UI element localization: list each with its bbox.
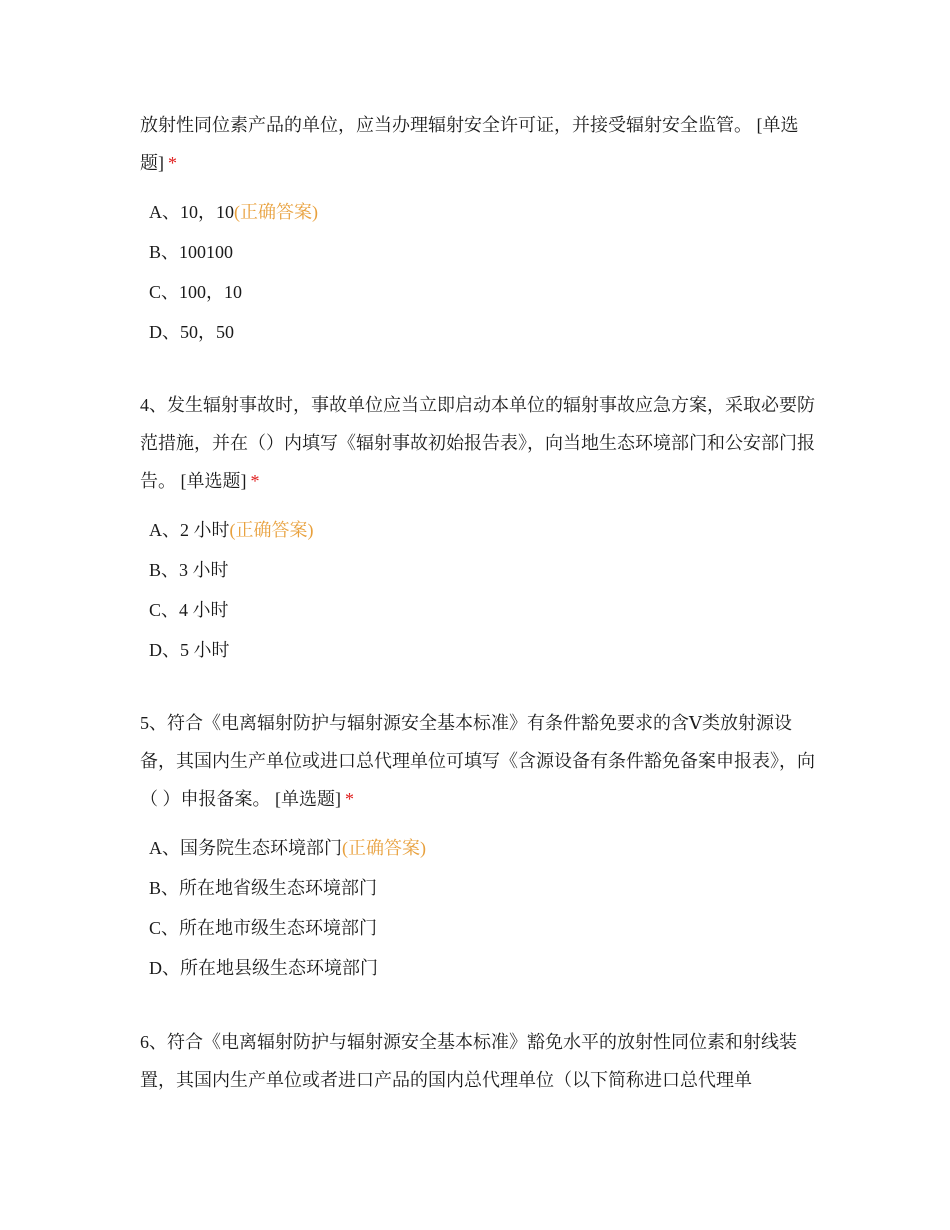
option-label: B、100100 (149, 242, 234, 262)
option-b[interactable] (140, 232, 816, 272)
option-label: C、4 小时 (149, 600, 229, 620)
option-d[interactable] (140, 312, 816, 352)
option-a[interactable] (140, 510, 816, 550)
correct-answer-tag: (正确答案) (229, 520, 314, 540)
question-text (140, 106, 816, 182)
option-label: B、所在地省级生态环境部门 (149, 878, 378, 898)
correct-answer-tag: (正确答案) (342, 838, 426, 858)
required-mark: * (168, 153, 177, 173)
question-text (140, 704, 816, 818)
option-b[interactable] (140, 550, 816, 590)
required-mark: * (345, 789, 354, 809)
option-a[interactable] (140, 192, 816, 232)
option-a[interactable] (140, 828, 816, 868)
option-list (140, 510, 816, 670)
option-label: B、3 小时 (149, 560, 229, 580)
question-body: 5、符合《电离辐射防护与辐射源安全基本标准》有条件豁免要求的含Ⅴ类放射源设备，其国内生产单位或进口总代理单位可填写《含源设备有条件豁免备案申报表》，向（ ）申报备案。 [单选题] (140, 713, 815, 809)
option-b[interactable] (140, 868, 816, 908)
question-text (140, 386, 816, 500)
option-c[interactable] (140, 908, 816, 948)
correct-answer-tag: (正确答案) (234, 202, 318, 222)
option-label: A、10，10 (149, 202, 234, 222)
question-block (140, 386, 816, 670)
option-label: D、5 小时 (149, 640, 230, 660)
option-c[interactable] (140, 272, 816, 312)
option-list (140, 192, 816, 352)
question-body: 4、发生辐射事故时，事故单位应当立即启动本单位的辐射事故应急方案，采取必要防范措施，并在（）内填写《辐射事故初始报告表》，向当地生态环境部门和公安部门报告。 [单选题] (140, 395, 815, 491)
question-block (140, 106, 816, 352)
required-mark: * (250, 471, 260, 491)
question-text (140, 1023, 816, 1099)
question-block (140, 704, 816, 988)
option-label: A、2 小时 (149, 520, 230, 540)
option-label: C、所在地市级生态环境部门 (149, 918, 378, 938)
option-label: D、所在地县级生态环境部门 (149, 958, 378, 978)
option-c[interactable] (140, 590, 816, 630)
question-body: 6、符合《电离辐射防护与辐射源安全基本标准》豁免水平的放射性同位素和射线装置，其国内生产单位或者进口产品的国内总代理单位（以下简称进口总代理单 (140, 1032, 797, 1090)
option-label: A、国务院生态环境部门 (149, 838, 342, 858)
option-list (140, 828, 816, 988)
option-d[interactable] (140, 630, 816, 670)
option-label: D、50，50 (149, 322, 234, 342)
option-label: C、100，10 (149, 282, 243, 302)
option-d[interactable] (140, 948, 816, 988)
question-body: 放射性同位素产品的单位，应当办理辐射安全许可证，并接受辐射安全监管。 [单选题] (140, 115, 799, 173)
question-block (140, 1023, 816, 1099)
